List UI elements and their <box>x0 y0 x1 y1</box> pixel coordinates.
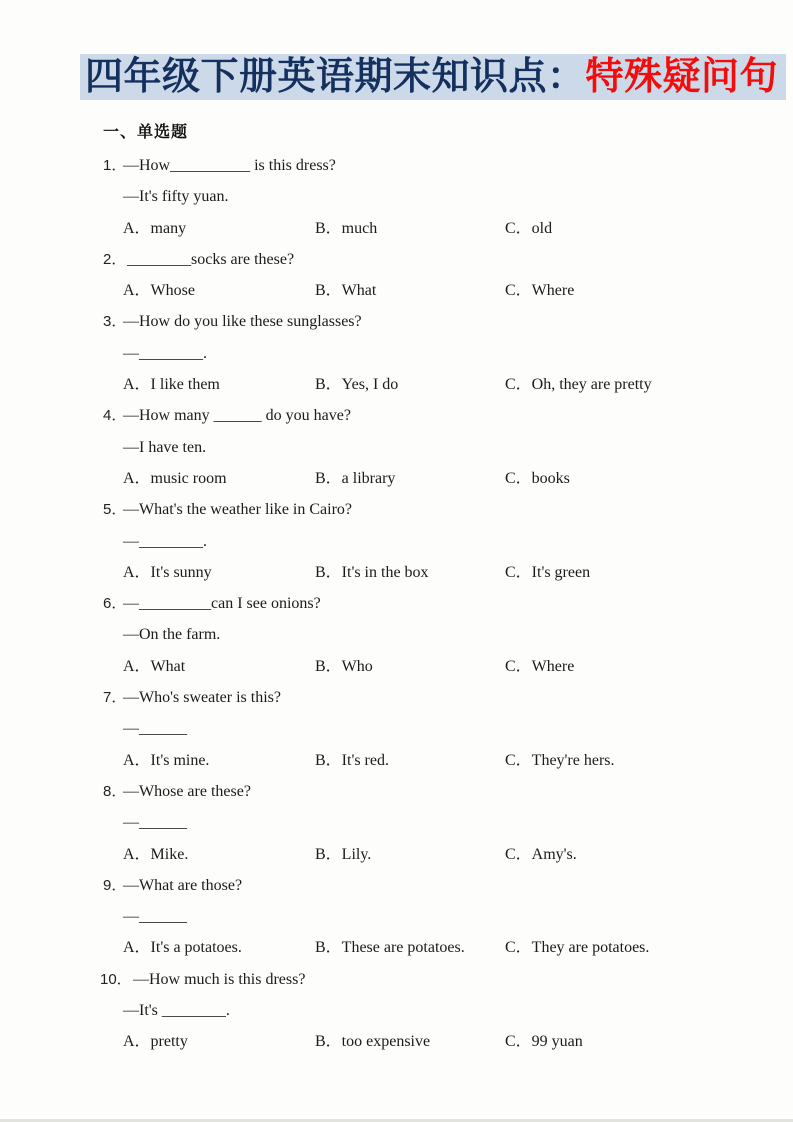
option-c: C．Where <box>505 282 575 300</box>
question-item <box>0 494 793 588</box>
option-b: B．These are potatoes. <box>315 939 465 957</box>
question-number: 5． <box>103 501 127 519</box>
question-item <box>0 682 793 776</box>
option-c: C．Amy's. <box>505 845 577 863</box>
option-a: A．It's mine. <box>123 751 210 769</box>
question-number: 1． <box>103 157 127 174</box>
question-options-row <box>123 275 793 306</box>
question-item <box>0 588 793 682</box>
question-number: 7． <box>103 689 127 707</box>
question-text: —How many ______ do you have? <box>123 407 351 425</box>
option-b: B．Lily. <box>315 845 372 863</box>
question-answer-line: —______ <box>123 814 187 832</box>
question-text: —What's the weather like in Cairo? <box>123 501 353 519</box>
question-number: 3． <box>103 313 127 331</box>
question-answer-line: —On the farm. <box>123 626 221 644</box>
option-c: C．old <box>505 219 553 237</box>
question-number: 6． <box>103 595 127 613</box>
question-options-row <box>123 839 793 870</box>
option-b: B．What <box>315 282 377 300</box>
option-c: C．They're hers. <box>505 751 615 769</box>
option-c: C．Where <box>505 657 575 675</box>
option-c: C．99 yuan <box>505 1033 583 1051</box>
question-number: 8． <box>103 782 127 800</box>
question-options-row <box>123 463 793 494</box>
question-options-row <box>123 932 793 963</box>
option-b: B．Yes, I do <box>315 376 399 394</box>
option-a: A．music room <box>123 469 227 487</box>
option-a: A．It's a potatoes. <box>123 939 242 957</box>
question-options-row <box>123 557 793 588</box>
option-b: B．much <box>315 219 378 237</box>
question-text: —What are those? <box>123 876 243 894</box>
option-a: A．pretty <box>123 1033 188 1051</box>
option-b: B．Who <box>315 657 373 675</box>
option-a: A．It's sunny <box>123 563 212 581</box>
question-item <box>0 964 793 1058</box>
question-options-row <box>123 369 793 400</box>
option-b: B．It's in the box <box>315 563 429 581</box>
question-options-row <box>123 1026 793 1057</box>
question-options-row <box>123 651 793 682</box>
question-number: 4． <box>103 407 127 425</box>
option-b: B．It's red. <box>315 751 389 769</box>
question-answer-line: —________. <box>123 532 207 550</box>
question-item <box>0 306 793 400</box>
option-c: C．They are potatoes. <box>505 939 650 957</box>
question-item <box>0 400 793 494</box>
question-answer-line: —______ <box>123 720 187 738</box>
question-text: —How do you like these sunglasses? <box>123 313 362 331</box>
question-answer-line: —It's fifty yuan. <box>123 188 229 206</box>
page-title <box>80 54 786 100</box>
option-c: C．It's green <box>505 563 591 581</box>
question-item <box>0 776 793 870</box>
question-text: —How__________ is this dress? <box>123 157 336 174</box>
option-a: A．many <box>123 219 187 237</box>
option-b: B．too expensive <box>315 1033 431 1051</box>
title-highlight-text: 特殊疑问句 <box>585 56 779 98</box>
question-text: —Who's sweater is this? <box>123 689 281 707</box>
option-c: C．books <box>505 469 570 487</box>
question-item <box>0 244 793 307</box>
title-main-text: 四年级下册英语期末知识点： <box>85 56 586 98</box>
question-text: —_________can I see onions? <box>123 595 321 613</box>
option-a: A．Mike. <box>123 845 189 863</box>
option-a: A．I like them <box>123 376 220 394</box>
question-number: 2． <box>103 250 127 268</box>
question-options-row <box>123 745 793 776</box>
question-number: 9． <box>103 876 127 894</box>
question-answer-line: —______ <box>123 908 187 926</box>
question-item <box>0 870 793 964</box>
questions-list <box>0 150 793 1058</box>
question-number: 10． <box>100 970 132 988</box>
section-heading: 一、单选题 <box>103 124 189 141</box>
option-a: A．Whose <box>123 282 195 300</box>
option-c: C．Oh, they are pretty <box>505 376 652 394</box>
question-answer-line: —It's ________. <box>123 1002 230 1020</box>
option-a: A．What <box>123 657 186 675</box>
option-b: B．a library <box>315 469 396 487</box>
question-text: ________socks are these? <box>123 250 295 268</box>
question-answer-line: —________. <box>123 344 207 362</box>
question-item <box>0 150 793 244</box>
question-options-row <box>123 213 793 244</box>
question-answer-line: —I have ten. <box>123 438 207 456</box>
question-text: —Whose are these? <box>123 782 251 800</box>
question-text: —How much is this dress? <box>133 970 306 988</box>
